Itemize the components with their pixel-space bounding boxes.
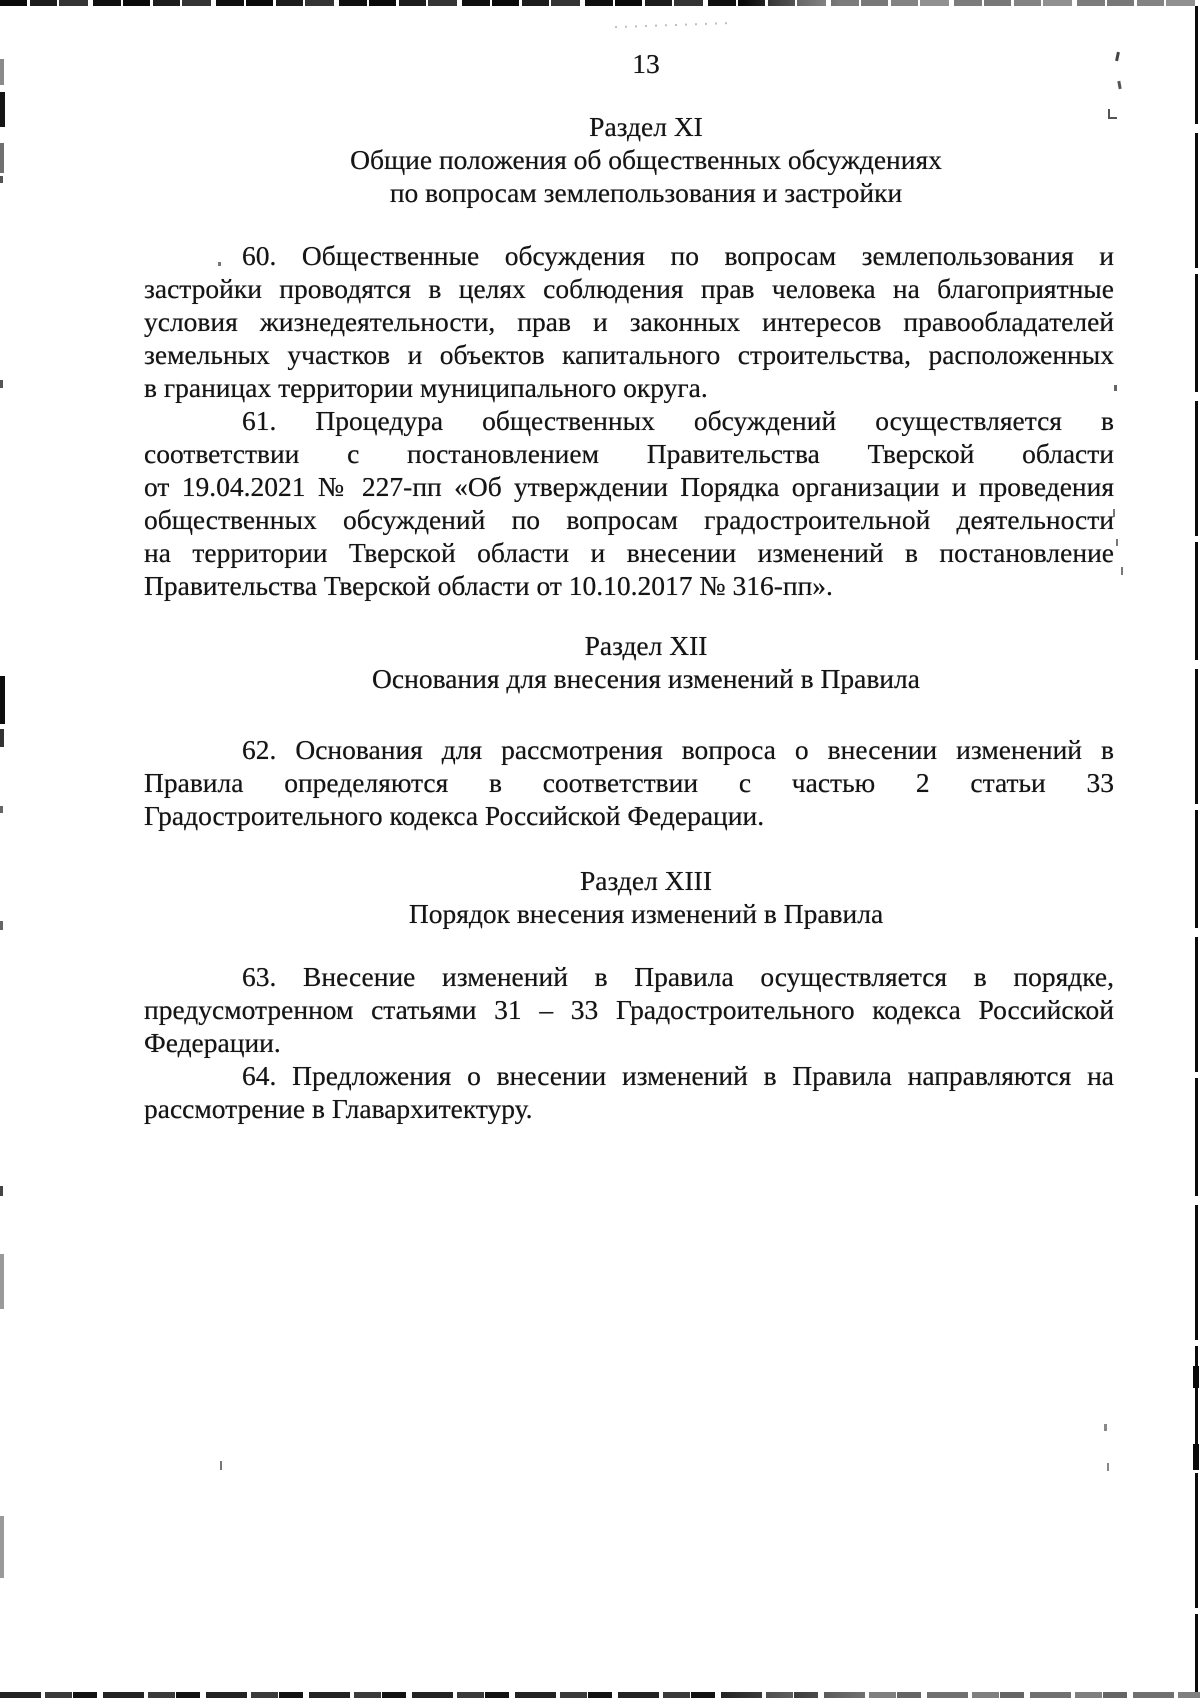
scan-artifact-right-edge-line bbox=[1195, 6, 1198, 1692]
section-title: Раздел XII bbox=[584, 630, 708, 661]
section-heading bbox=[144, 110, 1114, 209]
paragraph-line: Правительства Тверской области от 10.10.2017 № 316-пп». bbox=[144, 570, 833, 601]
scan-artifact-blob bbox=[1193, 1366, 1199, 1388]
scan-artifact-left-edge bbox=[0, 1516, 4, 1578]
scan-artifact-speck bbox=[1104, 1424, 1107, 1431]
paragraph-line: 61. Процедура общественных обсуждений осуществляется в bbox=[242, 405, 1114, 436]
paragraph-line: застройки проводятся в целях соблюдения прав человека на благоприятные bbox=[144, 273, 1114, 304]
paragraph-line: от 19.04.2021 № 227-пп «Об утверждении Порядка организации и проведения bbox=[144, 471, 1114, 502]
section-title: Раздел XIII bbox=[580, 865, 712, 896]
scan-artifact-left-edge bbox=[0, 143, 4, 173]
document-body bbox=[144, 110, 1114, 1125]
scan-artifact-speck bbox=[1116, 539, 1118, 546]
scan-artifact-left-edge bbox=[0, 1186, 3, 1196]
section bbox=[144, 110, 1114, 602]
scan-artifact-left-edge bbox=[0, 729, 4, 747]
paragraph-line: Градостроительного кодекса Российской Федерации. bbox=[144, 800, 765, 831]
paragraph-line: соответствии с постановлением Правительства Тверской области bbox=[144, 438, 1114, 469]
scan-artifact-speck bbox=[1121, 567, 1123, 575]
scan-artifact-left-edge bbox=[0, 380, 3, 388]
paragraph-line: Правила определяются в соответствии с частью 2 статьи 33 bbox=[144, 767, 1114, 798]
scan-artifact-left-edge bbox=[0, 1254, 4, 1309]
scan-artifact-speck bbox=[1107, 1463, 1109, 1471]
scan-artifact-left-edge bbox=[0, 921, 3, 930]
document-content bbox=[144, 47, 1114, 1125]
paragraph-line: 62. Основания для рассмотрения вопроса о внесении изменений в bbox=[242, 734, 1114, 765]
paragraph bbox=[144, 960, 1114, 1059]
section-paragraphs bbox=[144, 239, 1114, 602]
paragraph-line: Федерации. bbox=[144, 1027, 281, 1058]
scan-artifact-speck bbox=[1117, 81, 1121, 89]
section bbox=[144, 629, 1114, 832]
section-heading bbox=[144, 864, 1114, 930]
paragraph-line: в границах территории муниципального округа. bbox=[144, 372, 708, 403]
scan-artifact-left-edge bbox=[0, 806, 3, 813]
paragraph-line: 64. Предложения о внесении изменений в Правила направляются на bbox=[242, 1060, 1114, 1091]
section-title: Раздел XI bbox=[589, 111, 703, 142]
scan-artifact-top-bar bbox=[0, 0, 1200, 6]
scan-artifact-left-edge bbox=[0, 92, 5, 127]
scan-artifact-left-edge bbox=[0, 676, 5, 724]
section-paragraphs bbox=[144, 960, 1114, 1125]
paragraph-line: общественных обсуждений по вопросам градостроительной деятельности bbox=[144, 504, 1114, 535]
scan-artifact-speck bbox=[220, 1461, 222, 1470]
paragraph-line: 60. Общественные обсуждения по вопросам землепользования и bbox=[242, 240, 1114, 271]
section-subtitle: Порядок внесения изменений в Правила bbox=[408, 898, 884, 929]
paragraph bbox=[144, 404, 1114, 602]
section-heading bbox=[144, 629, 1114, 695]
section-subtitle: Общие положения об общественных обсуждениях bbox=[350, 144, 942, 175]
paragraph-line: на территории Тверской области и внесении изменений в постановление bbox=[144, 537, 1114, 568]
section-subtitle: по вопросам землепользования и застройки bbox=[389, 177, 903, 208]
paragraph bbox=[144, 239, 1114, 404]
paragraph-line: предусмотренном статьями 31 – 33 Градостроительного кодекса Российской bbox=[144, 994, 1114, 1025]
scan-artifact-left-edge bbox=[0, 59, 4, 85]
scan-artifact-speck bbox=[1114, 385, 1117, 391]
paragraph-line: земельных участков и объектов капитального строительства, расположенных bbox=[144, 339, 1114, 370]
scan-artifact-blob bbox=[1193, 1444, 1199, 1470]
page-number: 13 bbox=[632, 48, 660, 79]
section-subtitle: Основания для внесения изменений в Правила bbox=[372, 663, 920, 694]
scan-artifact-bottom-bar bbox=[0, 1692, 1200, 1698]
paragraph bbox=[144, 1059, 1114, 1125]
section-paragraphs bbox=[144, 733, 1114, 832]
scan-artifact-left-edge bbox=[0, 176, 3, 183]
section bbox=[144, 864, 1114, 1125]
scan-artifact-speck bbox=[1115, 52, 1120, 61]
scan-artifact-noise bbox=[615, 22, 735, 28]
paragraph-line: 63. Внесение изменений в Правила осуществляется в порядке, bbox=[242, 961, 1114, 992]
paragraph-line: условия жизнедеятельности, прав и законных интересов правообладателей bbox=[144, 306, 1114, 337]
paragraph bbox=[144, 733, 1114, 832]
paragraph-line: рассмотрение в Главархитектуру. bbox=[144, 1093, 533, 1124]
